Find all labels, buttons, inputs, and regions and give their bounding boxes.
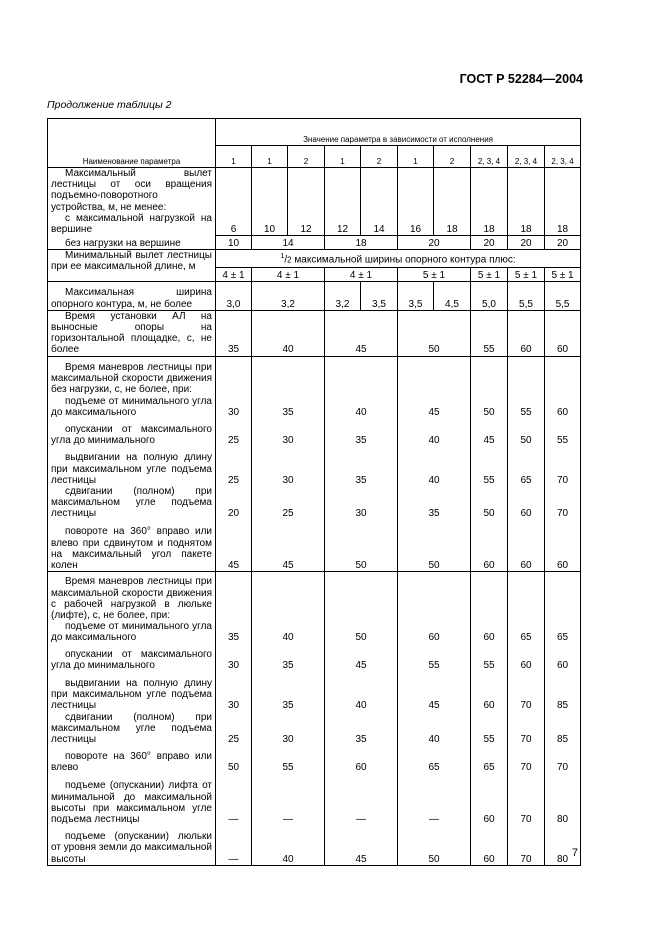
value-cell: 10 xyxy=(252,168,288,236)
value-cell: 60 xyxy=(508,520,545,572)
value-cell: 60 xyxy=(508,310,545,356)
value-cell: 40 xyxy=(398,418,471,446)
value-header: Значение параметра в зависимости от исполнения xyxy=(216,119,581,146)
value-cell: 70 xyxy=(545,446,581,486)
value-cell: 55 xyxy=(471,446,508,486)
value-cell: 60 xyxy=(545,356,581,418)
value-cell: 5 ± 1 xyxy=(398,267,471,281)
value-cell: 70 xyxy=(508,712,545,746)
value-cell: 10 xyxy=(216,235,252,249)
value-cell: 14 xyxy=(252,235,325,249)
value-cell: 65 xyxy=(508,572,545,644)
param-label: опускании от максимального угла до минимального xyxy=(48,644,216,672)
value-cell: 3,5 xyxy=(361,281,398,310)
value-cell: 65 xyxy=(471,745,508,773)
param-label: сдвигании (полном) при максимальном угле подъема лестницы xyxy=(48,712,216,746)
value-cell: 4 ± 1 xyxy=(216,267,252,281)
value-cell: 60 xyxy=(545,520,581,572)
parameters-table xyxy=(47,118,581,866)
value-cell: 45 xyxy=(325,644,398,672)
param-header: Наименование параметра xyxy=(48,119,216,168)
value-cell: 35 xyxy=(216,310,252,356)
value-cell: 20 xyxy=(216,486,252,520)
value-cell: 3,2 xyxy=(252,281,325,310)
value-cell: 40 xyxy=(252,310,325,356)
param-label: Время установки АЛ на выносные опоры на горизонтальной площадке, с, не более xyxy=(48,310,216,356)
value-cell: 50 xyxy=(216,745,252,773)
value-cell: 18 xyxy=(434,168,471,236)
value-cell: 35 xyxy=(325,446,398,486)
value-cell: 30 xyxy=(216,356,252,418)
value-cell: 35 xyxy=(398,486,471,520)
value-cell: 30 xyxy=(216,672,252,712)
value-cell: 45 xyxy=(471,418,508,446)
value-cell: 12 xyxy=(288,168,325,236)
value-cell: 35 xyxy=(252,672,325,712)
version-cell: 1 xyxy=(325,146,361,168)
value-cell: 60 xyxy=(508,486,545,520)
value-cell: 25 xyxy=(252,486,325,520)
value-cell: 60 xyxy=(545,644,581,672)
value-cell: 60 xyxy=(471,672,508,712)
value-cell: 25 xyxy=(216,712,252,746)
value-cell: 3,5 xyxy=(398,281,434,310)
value-cell: 16 xyxy=(398,168,434,236)
value-cell: 55 xyxy=(252,745,325,773)
value-cell: 60 xyxy=(545,310,581,356)
version-cell: 1 xyxy=(216,146,252,168)
value-cell: 35 xyxy=(252,644,325,672)
value-cell: 30 xyxy=(325,486,398,520)
value-cell: 50 xyxy=(471,486,508,520)
fraction-numerator: 1 xyxy=(280,252,285,260)
value-cell: 5,5 xyxy=(545,281,581,310)
span-note-cell: $^1$/2 максимальной ширины опорного контура плюс: xyxy=(216,249,581,267)
value-cell: 20 xyxy=(508,235,545,249)
value-cell: 50 xyxy=(325,520,398,572)
param-label: подъеме (опускании) лифта от минимальной до максимальной высоты при максимальном угле подъема лестницы xyxy=(48,773,216,825)
value-cell: 40 xyxy=(325,356,398,418)
param-cell xyxy=(48,572,216,644)
param-label: подъеме от минимального угла до максимального xyxy=(51,621,212,644)
version-cell: 2, 3, 4 xyxy=(508,146,545,168)
param-label: повороте на 360° вправо или влево xyxy=(48,745,216,773)
value-cell: 70 xyxy=(508,825,545,865)
value-cell: — xyxy=(325,773,398,825)
value-cell: 30 xyxy=(252,712,325,746)
value-cell: 60 xyxy=(471,520,508,572)
value-cell: 55 xyxy=(471,712,508,746)
value-cell: 5 ± 1 xyxy=(508,267,545,281)
value-cell: 80 xyxy=(545,773,581,825)
value-cell: 55 xyxy=(471,310,508,356)
value-cell: 65 xyxy=(398,745,471,773)
param-label: выдвигании на полную длину при максимальном угле подъема лестницы xyxy=(48,446,216,486)
param-label: с максимальной нагрузкой на вершине xyxy=(51,212,212,236)
value-cell: 30 xyxy=(252,418,325,446)
value-cell: 30 xyxy=(216,644,252,672)
value-cell: 4 ± 1 xyxy=(252,267,325,281)
version-cell: 1 xyxy=(398,146,434,168)
value-cell: — xyxy=(252,773,325,825)
value-cell: 6 xyxy=(216,168,252,236)
param-cell xyxy=(48,356,216,418)
value-cell: 30 xyxy=(252,446,325,486)
param-label: Минимальный вылет лестницы при ее максимальной длине, м xyxy=(48,249,216,281)
value-cell: 3,0 xyxy=(216,281,252,310)
value-cell: 50 xyxy=(398,520,471,572)
value-cell: 45 xyxy=(252,520,325,572)
value-cell: 85 xyxy=(545,672,581,712)
param-label: Время маневров лестницы при максимальной скорости движения без нагрузки, с, не более, при: xyxy=(51,362,212,396)
value-cell: 18 xyxy=(545,168,581,236)
value-cell: 50 xyxy=(398,825,471,865)
value-cell: 40 xyxy=(398,712,471,746)
param-label: выдвигании на полную длину при максимальном угле подъема лестницы xyxy=(48,672,216,712)
param-label: опускании от максимального угла до минимального xyxy=(48,418,216,446)
value-cell: 70 xyxy=(545,745,581,773)
param-cell xyxy=(48,168,216,236)
value-cell: 45 xyxy=(398,356,471,418)
value-cell: 5,5 xyxy=(508,281,545,310)
value-cell: — xyxy=(398,773,471,825)
version-cell: 1 xyxy=(252,146,288,168)
value-cell: 60 xyxy=(508,644,545,672)
value-cell: 40 xyxy=(252,825,325,865)
value-cell: 35 xyxy=(216,572,252,644)
value-cell: 5 ± 1 xyxy=(545,267,581,281)
value-cell: 40 xyxy=(252,572,325,644)
value-cell: 5,0 xyxy=(471,281,508,310)
value-cell: 60 xyxy=(398,572,471,644)
value-cell: 60 xyxy=(325,745,398,773)
value-cell: 25 xyxy=(216,418,252,446)
value-cell: 70 xyxy=(508,773,545,825)
value-cell: 80 xyxy=(545,825,581,865)
value-cell: 18 xyxy=(325,235,398,249)
value-cell: 18 xyxy=(471,168,508,236)
value-cell: 65 xyxy=(508,446,545,486)
param-label: подъеме от минимального угла до максимального xyxy=(51,395,212,418)
param-label: Максимальная ширина опорного контура, м, не более xyxy=(48,281,216,310)
param-label: Время маневров лестницы при максимальной скорости движения с рабочей нагрузкой в люльке (лифте), с, не более, при: xyxy=(51,576,212,622)
value-cell: 85 xyxy=(545,712,581,746)
value-cell: 45 xyxy=(398,672,471,712)
value-cell: 50 xyxy=(508,418,545,446)
param-label: подъеме (опускании) люльки от уровня земли до максимальной высоты xyxy=(48,825,216,865)
value-cell: 60 xyxy=(471,773,508,825)
value-cell: 4 ± 1 xyxy=(325,267,398,281)
version-cell: 2, 3, 4 xyxy=(471,146,508,168)
value-cell: 14 xyxy=(361,168,398,236)
value-cell: 4,5 xyxy=(434,281,471,310)
span-note: максимальной ширины опорного контура плюс: xyxy=(294,254,516,266)
document-id: ГОСТ Р 52284—2004 xyxy=(459,72,583,86)
value-cell: 40 xyxy=(325,672,398,712)
value-cell: 20 xyxy=(398,235,471,249)
value-cell: 20 xyxy=(471,235,508,249)
version-cell: 2 xyxy=(434,146,471,168)
version-cell: 2 xyxy=(361,146,398,168)
value-cell: 20 xyxy=(545,235,581,249)
value-cell: 60 xyxy=(471,825,508,865)
value-cell: 70 xyxy=(508,745,545,773)
value-cell: 50 xyxy=(398,310,471,356)
value-cell: 5 ± 1 xyxy=(471,267,508,281)
page-number: 7 xyxy=(571,847,578,859)
value-cell: 25 xyxy=(216,446,252,486)
value-cell: — xyxy=(216,825,252,865)
value-cell: 12 xyxy=(325,168,361,236)
value-cell: 45 xyxy=(325,310,398,356)
value-cell: 55 xyxy=(545,418,581,446)
version-cell: 2 xyxy=(288,146,325,168)
value-cell: 65 xyxy=(545,572,581,644)
value-cell: 3,2 xyxy=(325,281,361,310)
value-cell: 40 xyxy=(398,446,471,486)
value-cell: 60 xyxy=(471,572,508,644)
value-cell: 55 xyxy=(398,644,471,672)
value-cell: 35 xyxy=(252,356,325,418)
value-cell: 18 xyxy=(508,168,545,236)
param-label: сдвигании (полном) при максимальном угле подъема лестницы xyxy=(48,486,216,520)
value-cell: 45 xyxy=(325,825,398,865)
table-caption: Продолжение таблицы 2 xyxy=(47,99,172,111)
value-cell: 35 xyxy=(325,712,398,746)
param-label: повороте на 360° вправо или влево при сдвинутом и поднятом на максимальный угол пакете колен xyxy=(48,520,216,572)
value-cell: 35 xyxy=(325,418,398,446)
value-cell: 55 xyxy=(508,356,545,418)
param-label: Максимальный вылет лестницы от оси вращения подъемно-поворотного устройства, м, не менее: xyxy=(51,168,212,213)
value-cell: — xyxy=(216,773,252,825)
value-cell: 50 xyxy=(325,572,398,644)
value-cell: 45 xyxy=(216,520,252,572)
param-label: без нагрузки на вершине xyxy=(48,235,216,249)
version-cell: 2, 3, 4 xyxy=(545,146,581,168)
value-cell: 55 xyxy=(471,644,508,672)
value-cell: 50 xyxy=(471,356,508,418)
value-cell: 70 xyxy=(545,486,581,520)
value-cell: 70 xyxy=(508,672,545,712)
